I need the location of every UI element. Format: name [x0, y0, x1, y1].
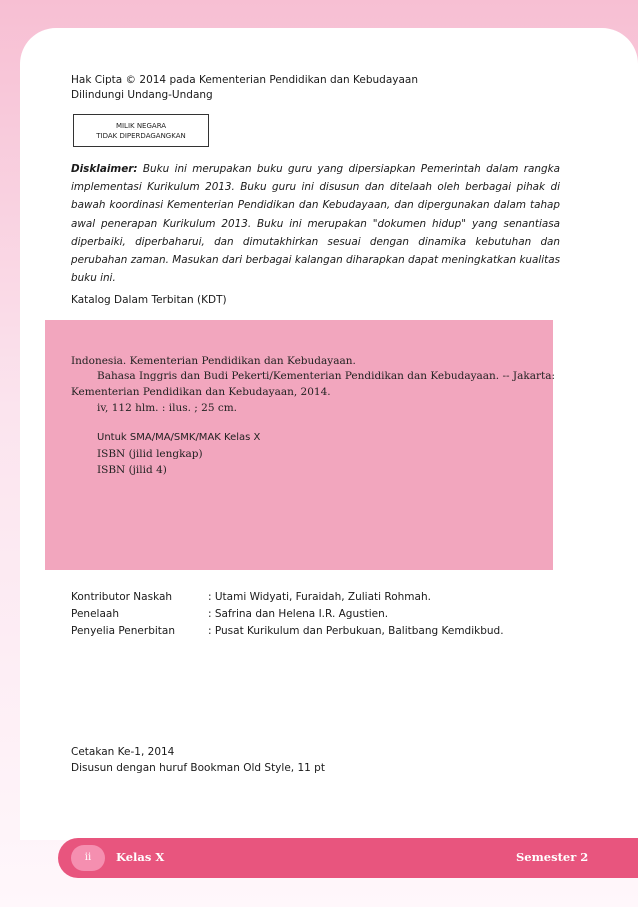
- font-note-line: Disusun dengan huruf Bookman Old Style, 11 pt: [71, 762, 325, 774]
- credit-row: [71, 623, 504, 640]
- credit-role: Penelaah: [71, 608, 119, 620]
- page-number: ii: [71, 845, 105, 871]
- edition-line: Cetakan Ke-1, 2014: [71, 746, 175, 758]
- credit-role: Kontributor Naskah: [71, 591, 173, 603]
- kdt-line: ISBN (jilid 4): [97, 464, 167, 476]
- kdt-line: Kementerian Pendidikan dan Kebudayaan, 2014.: [71, 386, 331, 398]
- footer-bar: [58, 838, 638, 878]
- class-label: Kelas X: [116, 850, 165, 864]
- copyright-line: Hak Cipta © 2014 pada Kementerian Pendidikan dan Kebudayaan: [71, 74, 419, 86]
- disclaimer-label: Disklaimer:: [71, 163, 138, 175]
- kdt-line: Untuk SMA/MA/SMK/MAK Kelas X: [97, 432, 261, 443]
- kdt-line: Indonesia. Kementerian Pendidikan dan Kebudayaan.: [71, 355, 356, 367]
- credit-row: [71, 606, 504, 623]
- credit-role: Penyelia Penerbitan: [71, 625, 175, 637]
- credit-row: [71, 589, 504, 606]
- stamp-line-2: TIDAK DIPERDAGANGKAN: [96, 132, 186, 140]
- semester-label: Semester 2: [516, 850, 589, 864]
- credit-value: : Safrina dan Helena I.R. Agustien.: [208, 608, 389, 620]
- state-property-stamp: [73, 114, 209, 147]
- stamp-line-1: MILIK NEGARA: [115, 122, 167, 130]
- credit-value: : Utami Widyati, Furaidah, Zuliati Rohmah.: [208, 591, 431, 603]
- catalog-heading: Katalog Dalam Terbitan (KDT): [71, 294, 227, 306]
- protection-line: Dilindungi Undang-Undang: [71, 89, 213, 101]
- kdt-line: ISBN (jilid lengkap): [97, 448, 203, 460]
- kdt-line: iv, 112 hlm. : ilus. ; 25 cm.: [97, 402, 238, 414]
- credits-list: [71, 589, 504, 640]
- disclaimer-paragraph: [71, 160, 560, 287]
- kdt-line: Bahasa Inggris dan Budi Pekerti/Kementerian Pendidikan dan Kebudayaan. -- Jakarta:: [97, 370, 556, 382]
- disclaimer-text: Buku ini merupakan buku guru yang dipersiapkan Pemerintah dalam rangka implementasi Kurikulum 2013. Buku guru ini disusun dan ditelaah oleh berbagai pihak di bawah koordinasi Kementerian Pendidikan dan Kebudayaan, dan dipergunakan dalam tahap awal penerapan Kurikulum 2013. Buku ini merupakan "dokumen hidup" yang senantiasa diperbaiki, diperbaharui, dan dimutakhirkan sesuai dengan dinamika kebutuhan dan perubahan zaman. Masukan dari berbagai kalangan diharapkan dapat meningkatkan kualitas buku ini.: [71, 163, 560, 285]
- credit-value: : Pusat Kurikulum dan Perbukuan, Balitbang Kemdikbud.: [208, 625, 504, 637]
